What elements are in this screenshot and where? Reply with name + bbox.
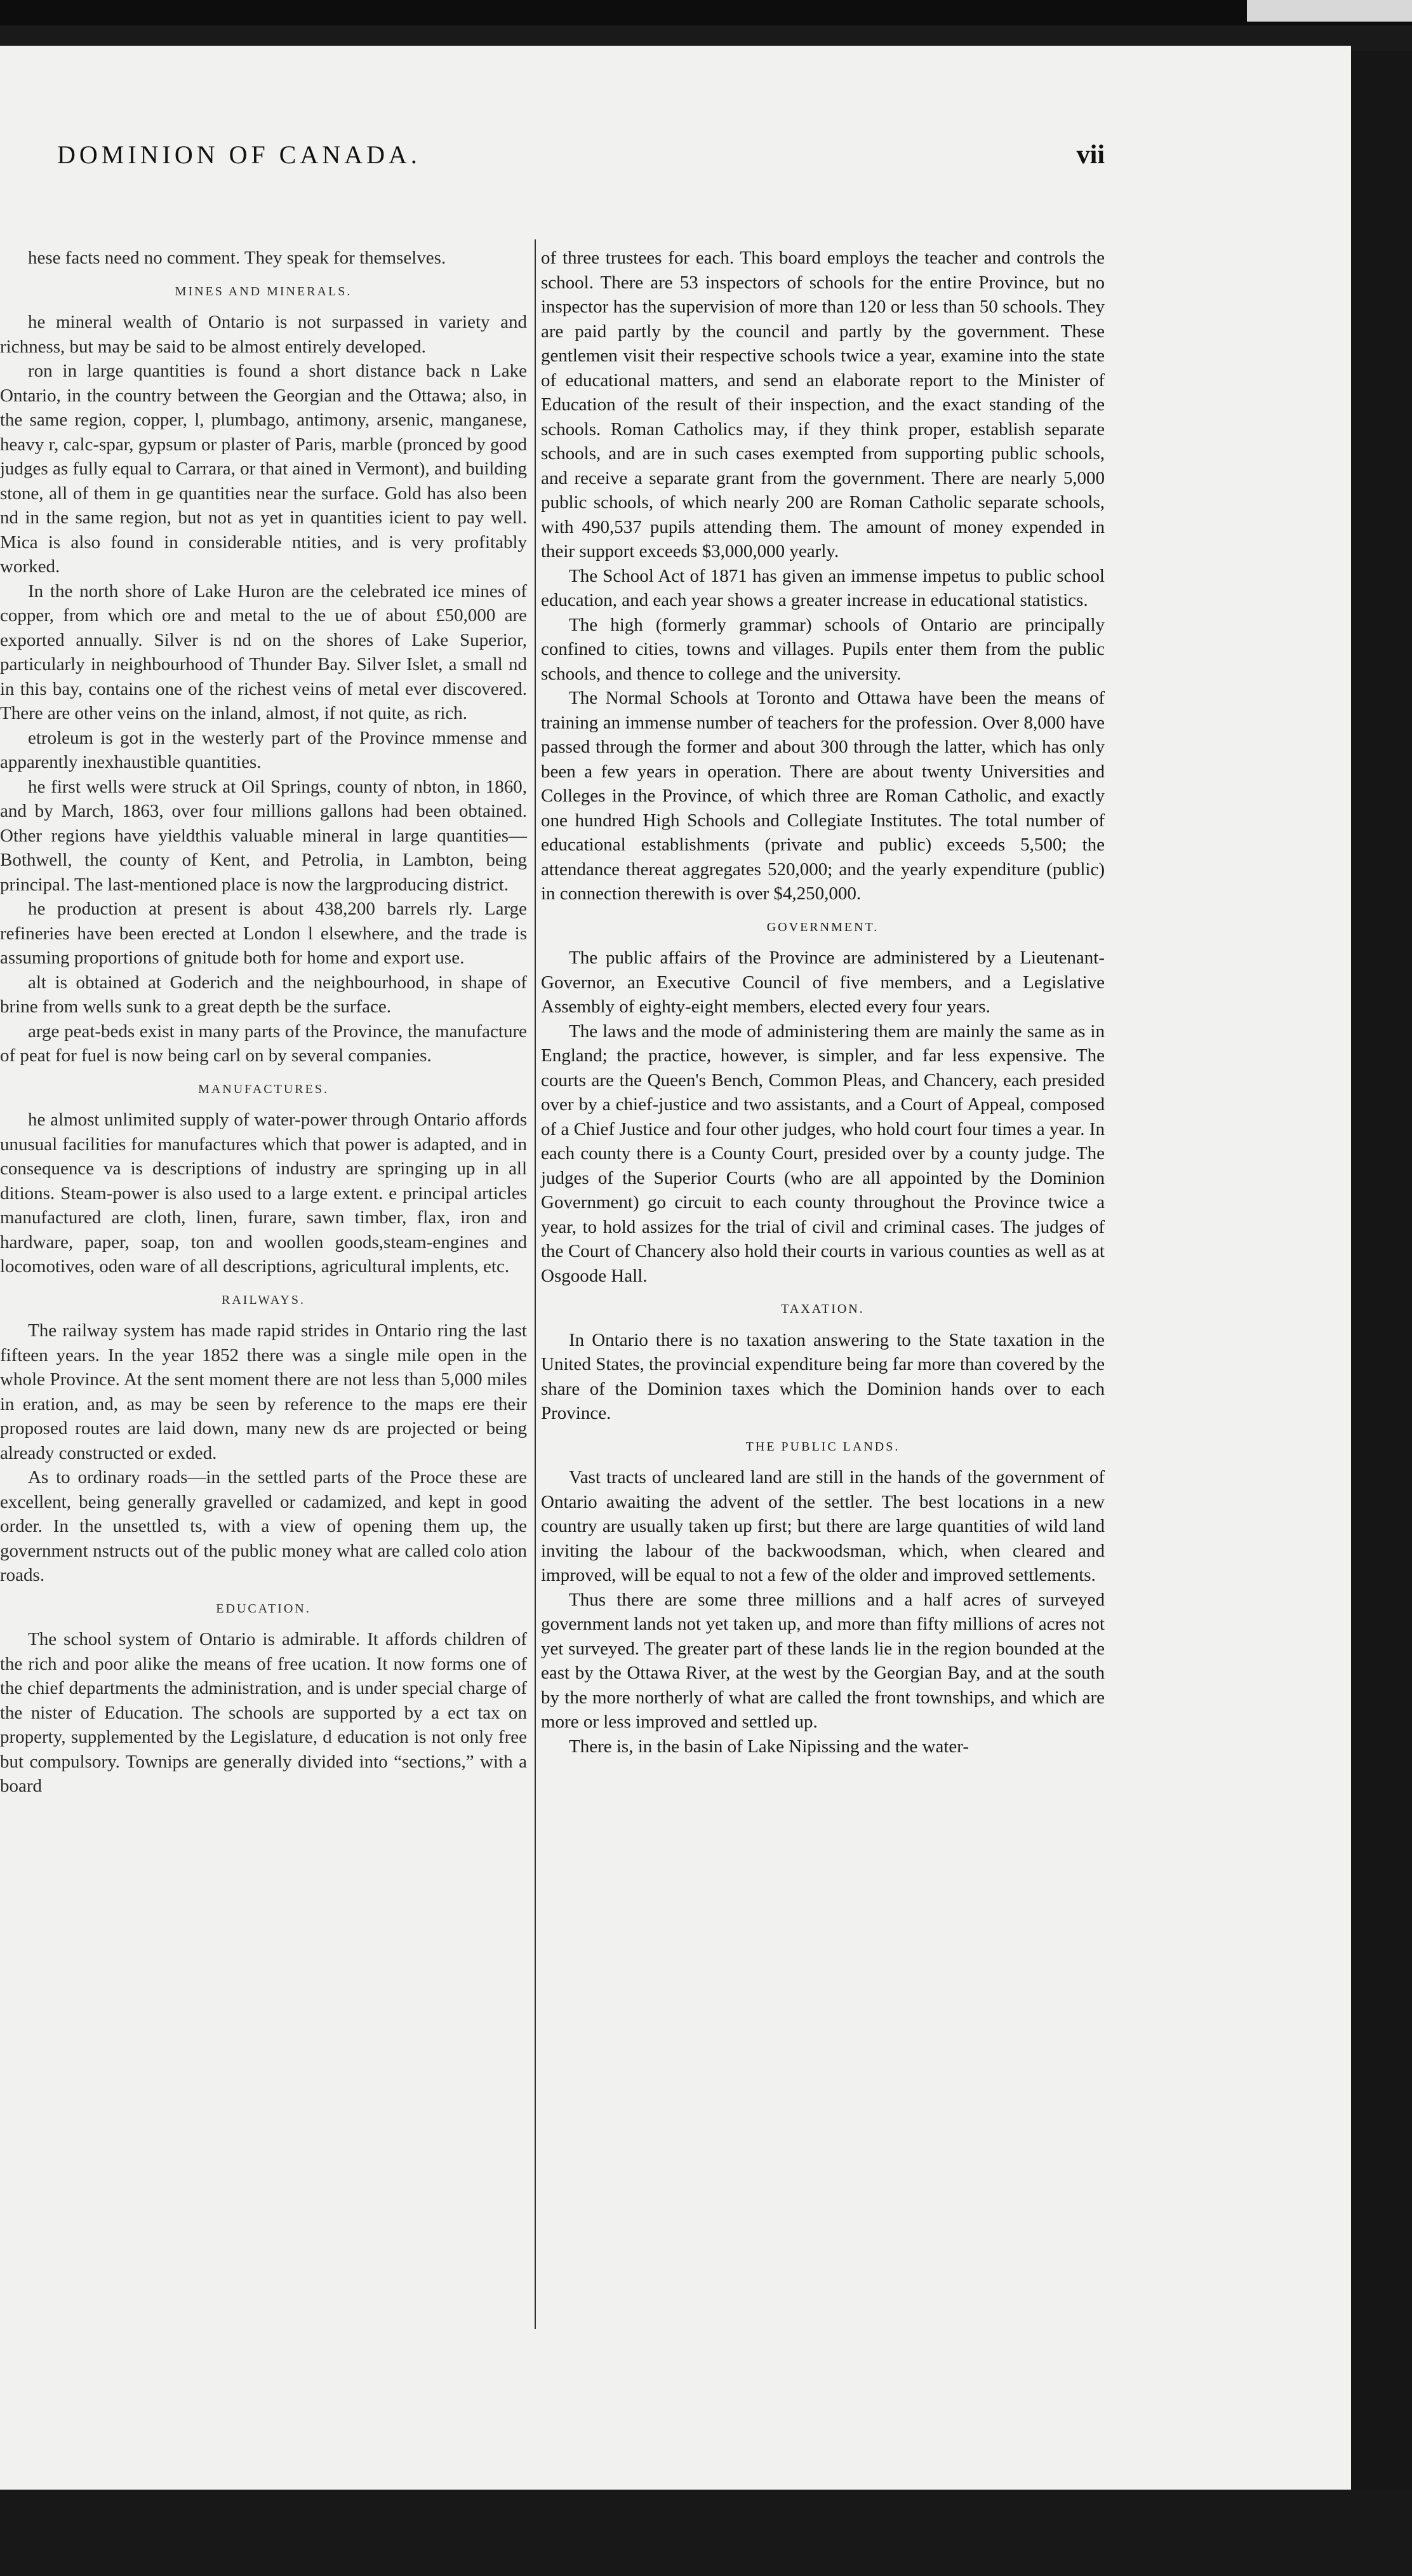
section-heading: MINES AND MINERALS.	[175, 284, 352, 299]
paragraph: etroleum is got in the westerly part of the Province mmense and apparently inexhaustible quantities.	[0, 727, 527, 772]
paragraph: The school system of Ontario is admirable. It affords children of the rich and poor alike the means of free ucation. It now forms one of the chief departments the administration, and is under special charge of the nister of Education. The schools are supported by a ect tax on property, supplemented by the Legislature, d education is not only free but compulsory. Townips are generally divided into “sections,” with a board	[0, 1629, 527, 1796]
paragraph: There is, in the basin of Lake Nipissing and the water-	[569, 1736, 969, 1757]
book-page	[0, 46, 1351, 2497]
paragraph: In Ontario there is no taxation answering to the State taxation in the United States, the provincial expenditure being far more than covered by the share of the Dominion taxes which the Dominion hands over to each Province.	[541, 1329, 1105, 1423]
paragraph: In the north shore of Lake Huron are the celebrated ice mines of copper, from which ore and metal to the ue of about £50,000 are exported annually. Silver is nd on the shores of Lake Superior, particularly in neighbourhood of Thunder Bay. Silver Islet, a small nd in this bay, contains one of the richest veins of metal ever discovered. There are other veins on the inland, almost, if not quite, as rich.	[0, 580, 527, 723]
section-heading: EDUCATION.	[216, 1601, 311, 1616]
column-divider	[535, 239, 536, 2329]
paragraph: he first wells were struck at Oil Springs, county of nbton, in 1860, and by March, 1863, over four millions gallons had been obtained. Other regions have yieldthis valuable mineral in large quantities—Bothwell, the county of Kent, and Petrolia, in Lambton, being principal. The last-mentioned place is now the largproducing district.	[0, 776, 527, 895]
paragraph: The Normal Schools at Toronto and Ottawa have been the means of training an immense number of teachers for the profession. Over 8,000 have passed through the former and about 300 through the latter, which has only been a few years in operation. There are about twenty Universities and Colleges in the Province, of which three are Roman Catholic, and exactly one hundred High Schools and Collegiate Institutes. The total number of educational establishments (private and public) exceeds 5,500; the attendance thereat aggregates 520,000; and the yearly expenditure (public) in connection therewith is over $4,250,000.	[541, 688, 1105, 904]
section-heading: TAXATION.	[781, 1302, 865, 1316]
paragraph: of three trustees for each. This board employs the teacher and controls the school. There are 53 inspectors of schools for the entire Province, but no inspector has the supervision of more than 120 or less than 50 schools. They are paid partly by the council and partly by the government. These gentlemen visit their respective schools twice a year, examine into the state of educational matters, and send an elaborate report to the Minister of Education of the result of their inspection, and the exact standing of the schools. Roman Catholics may, if they think proper, establish separate schools, and are in such cases exempted from supporting public schools, and receive a separate grant from the government. There are nearly 5,000 public schools, of which nearly 200 are Roman Catholic separate schools, with 490,537 pupils attending them. The amount of money expended in their support exceeds $3,000,000 yearly.	[541, 248, 1105, 561]
section-heading: GOVERNMENT.	[766, 920, 879, 934]
paragraph: The high (formerly grammar) schools of Ontario are principally confined to cities, towns and villages. Pupils enter them from the public schools, and thence to college and the university.	[541, 614, 1105, 684]
right-column	[541, 246, 1105, 1759]
paragraph: he mineral wealth of Ontario is not surpassed in variety and richness, but may be said to be almost entirely developed.	[0, 312, 527, 357]
paragraph: he production at present is about 438,200 barrels rly. Large refineries have been erected at London l elsewhere, and the trade is assuming proportions of gnitude both for home and export use.	[0, 899, 527, 968]
paragraph: The public affairs of the Province are administered by a Lieutenant-Governor, an Executive Council of five members, and a Legislative Assembly of eighty-eight members, elected every four years.	[541, 948, 1105, 1017]
page-header	[57, 140, 1105, 184]
scan-bottom-edge	[0, 2490, 1412, 2576]
scan-right-edge	[1351, 51, 1412, 2576]
section-heading: THE PUBLIC LANDS.	[745, 1439, 900, 1454]
paragraph: Vast tracts of uncleared land are still in the hands of the government of Ontario awaiting the advent of the settler. The best locations in a new country are usually taken up first; but there are large quantities of wild land inviting the labour of the backwoodsman, which, when cleared and improved, will be equal to not a few of the older and improved settlements.	[541, 1467, 1105, 1585]
left-column	[0, 246, 527, 1799]
paragraph: arge peat-beds exist in many parts of the Province, the manufacture of peat for fuel is now being carl on by several companies.	[0, 1021, 527, 1066]
paragraph: The School Act of 1871 has given an immense impetus to public school education, and each year shows a greater increase in educational statistics.	[541, 565, 1105, 610]
paragraph: alt is obtained at Goderich and the neighbourhood, in shape of brine from wells sunk to a great depth be the surface.	[0, 972, 527, 1017]
scan-top-band	[0, 0, 1412, 25]
scan-corner	[1247, 0, 1412, 22]
paragraph: ron in large quantities is found a short distance back n Lake Ontario, in the country between the Georgian and the Ottawa; also, in the same region, copper, l, plumbago, antimony, arsenic, manganese, heavy r, calc-spar, gypsum or plaster of Paris, marble (pronced by good judges as fully equal to Carrara, or that ained in Vermont), and building stone, all of them in ge quantities near the surface. Gold has also been nd in the same region, but not as yet in quantities icient to pay well. Mica is also found in considerable ntities, and is very profitably worked.	[0, 361, 527, 577]
section-heading: MANUFACTURES.	[198, 1082, 329, 1096]
running-head: DOMINION OF CANADA.	[57, 140, 421, 169]
paragraph: As to ordinary roads—in the settled parts of the Proce these are excellent, being generally gravelled or cadamized, and kept in good order. In the unsettled ts, with a view of opening them up, the government nstructs out of the public money what are called colo ation roads.	[0, 1467, 527, 1585]
paragraph: he almost unlimited supply of water-power through Ontario affords unusual facilities for manufactures which that power is adapted, and in consequence va is descriptions of industry are springing up in all ditions. Steam-power is also used to a large extent. e principal articles manufactured are cloth, linen, furare, sawn timber, flax, iron and hardware, paper, soap, ton and woollen goods,steam-engines and locomotives, oden ware of all descriptions, agricultural implents, etc.	[0, 1110, 527, 1277]
paragraph: hese facts need no comment. They speak for themselves.	[28, 248, 446, 268]
paragraph: The laws and the mode of administering them are mainly the same as in England; the practice, however, is simpler, and far less expensive. The courts are the Queen's Bench, Common Pleas, and Chancery, each presided over by a chief-justice and two assistants, and a Court of Appeal, composed of a Chief Justice and four other judges, who hold court four times a year. In each county there is a County Court, presided over by a county judge. The judges of the Superior Courts (who are all appointed by the Dominion Government) go circuit to each county throughout the Province twice a year, to hold assizes for the trial of civil and criminal cases. The judges of the Court of Chancery also hold their courts in various counties as well as at Osgoode Hall.	[541, 1021, 1105, 1286]
paragraph: The railway system has made rapid strides in Ontario ring the last fifteen years. In the year 1852 there was a single mile open in the whole Province. At the sent moment there are not less than 5,000 miles in eration, and, as may be seen by reference to the maps ere their proposed routes are laid down, many new ds are projected or being already constructed or exded.	[0, 1320, 527, 1463]
section-heading: RAILWAYS.	[221, 1292, 305, 1307]
page-number: vii	[1076, 140, 1105, 170]
paragraph: Thus there are some three millions and a half acres of surveyed government lands not yet taken up, and more than fifty millions of acres not yet surveyed. The greater part of these lands lie in the region bounded at the east by the Ottawa River, at the west by the Georgian Bay, and at the south by the more northerly of what are called the front townships, and which are more or less improved and settled up.	[541, 1589, 1105, 1732]
